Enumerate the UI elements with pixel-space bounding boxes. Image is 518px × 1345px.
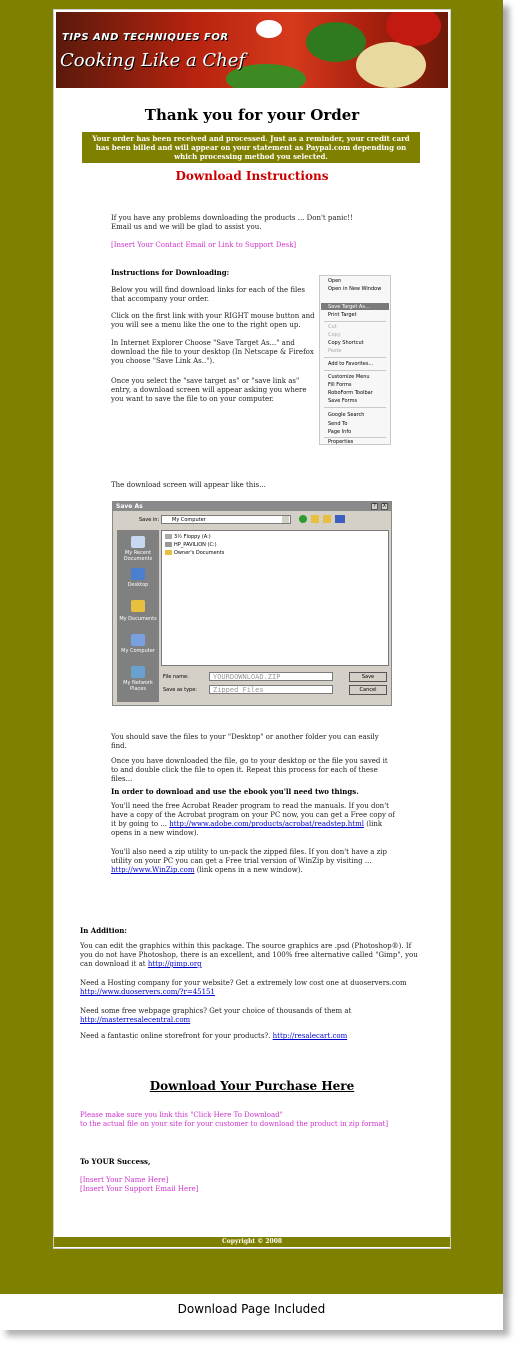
problems-line: Email us and we will be glad to assist you. <box>111 223 262 231</box>
place-desktop: Desktop <box>127 582 149 588</box>
instruction-paragraph: In Internet Explorer Choose "Save Target As..." and download the file to your desktop (In Netscape & Firefox you choose "Save Link As.."). <box>111 339 314 365</box>
in-addition-heading: In Addition: <box>80 926 127 935</box>
dialog-titlebar <box>113 502 391 511</box>
menu-item-paste: Paste <box>328 348 342 354</box>
save-in-value: My Computer <box>172 517 206 523</box>
close-icon: X <box>382 503 387 509</box>
save-in-label: Save in: <box>139 517 160 523</box>
bottom-caption: Download Page Included <box>177 1302 326 1316</box>
back-icon <box>299 515 307 523</box>
save-as-dialog-screenshot <box>112 501 392 706</box>
menu-item-save-target: Save Target As... <box>328 304 370 310</box>
network-places-icon <box>131 666 145 678</box>
download-instructions-title: Download Instructions <box>175 169 329 183</box>
storefront-paragraph: Need a fantastic online storefront for your products?. http://resalecart.com <box>80 1032 348 1040</box>
email-placeholder: [Insert Your Support Email Here] <box>80 1185 199 1193</box>
save-type-field <box>209 685 333 694</box>
file-item: Owner's Documents <box>165 550 224 556</box>
dropdown-arrow-icon <box>282 516 289 523</box>
winzip-paragraph: You'll also need a zip utility to un-pack the zipped files. If you don't have a zip utility on your PC you can get a Free trial version of WinZip by visiting ... http://www.WinZip.com (link opens in a new window). <box>111 848 388 874</box>
order-notice: Your order has been received and processed. Just as a reminder, your credit card has been billed and will appear on your statement as Paypal.com depending on which processing method you selected. <box>82 132 420 163</box>
adobe-link[interactable]: http://www.adobe.com/products/acrobat/readstep.html <box>169 820 364 828</box>
menu-item-properties: Properties <box>328 439 354 445</box>
up-folder-icon <box>311 515 319 523</box>
page-title: Thank you for your Order <box>144 106 360 124</box>
name-placeholder: [Insert Your Name Here] <box>80 1176 169 1184</box>
masterresale-link[interactable]: http://masterresalecentral.com <box>80 1016 191 1024</box>
recent-documents-icon <box>131 536 145 548</box>
menu-item-customize: Customize Menu <box>328 374 370 380</box>
my-documents-icon <box>131 600 145 612</box>
gimp-link[interactable]: http://gimp.org <box>147 960 202 968</box>
menu-item-google-search: Google Search <box>328 412 365 418</box>
menu-item-save-forms: Save Forms <box>328 398 358 404</box>
hosting-paragraph: Need a Hosting company for your website? Get a extremely low cost one at duoservers.com http://www.duoservers.com/?r=45151 <box>80 979 407 996</box>
desktop-icon <box>131 568 145 580</box>
problems-text <box>111 214 371 232</box>
menu-item-fill-forms: Fill Forms <box>328 382 352 388</box>
cancel-button: Cancel <box>349 685 387 695</box>
banner-tagline: TIPS AND TECHNIQUES FOR <box>62 32 229 43</box>
instructions-heading: Instructions for Downloading: <box>111 268 230 277</box>
menu-item-open: Open <box>328 278 342 284</box>
place-my-computer: My Computer <box>121 648 155 654</box>
order-page <box>53 9 451 1249</box>
file-name-field <box>209 672 333 681</box>
my-computer-icon <box>131 634 145 646</box>
food-image <box>356 42 426 88</box>
places-bar <box>117 530 159 702</box>
save-type-label: Save as type: <box>163 687 197 693</box>
after-dialog-paragraph: Once you have downloaded the file, go to your desktop or the file you saved it to and double click the file to open it. Repeat this process for each of these files... <box>111 757 388 783</box>
download-screen-text: The download screen will appear like this... <box>111 481 266 489</box>
winzip-link[interactable]: http://www.WinZip.com <box>111 866 195 874</box>
header-banner <box>56 12 448 88</box>
menu-item-open-new-window: Open in New Window <box>328 286 382 292</box>
menu-item-add-favorites: Add to Favorites... <box>328 361 374 367</box>
save-button: Save <box>349 672 387 682</box>
file-item: HP_PAVILION (C:) <box>165 542 217 548</box>
menu-item-roboform: RoboForm Toolbar <box>328 390 373 396</box>
context-menu-screenshot <box>319 275 391 445</box>
instruction-paragraph: Once you select the "save target as" or "save link as" entry, a download screen will appear asking you where you want to save the file to on your computer. <box>111 377 307 403</box>
file-item: 3½ Floppy (A:) <box>165 534 211 540</box>
instruction-paragraph: Click on the first link with your RIGHT mouse button and you will see a menu like the one to the right open up. <box>111 312 315 329</box>
duoservers-link[interactable]: http://www.duoservers.com/?r=45151 <box>80 988 215 996</box>
acrobat-paragraph: You'll need the free Acrobat Reader program to read the manuals. If you don't have a copy of the Acrobat program on your PC now, you can get a Free copy of it by going to ... http://www.adobe.com/products/acrobat/readstep.html (link opens in a new window). <box>111 802 395 837</box>
drive-icon <box>165 542 172 547</box>
place-network: My Network Places <box>123 680 153 692</box>
file-list <box>161 530 389 666</box>
banner-title: Cooking Like a Chef <box>60 50 246 71</box>
dialog-title: Save As <box>116 503 143 510</box>
menu-item-copy-shortcut: Copy Shortcut <box>328 340 364 346</box>
help-icon: ? <box>371 503 378 510</box>
save-type-value: Zipped Files <box>213 686 264 694</box>
food-image <box>306 22 366 62</box>
menu-item-copy: Copy <box>328 332 341 338</box>
file-name-value: YOURDOWNLOAD.ZIP <box>213 673 281 681</box>
menu-item-page-info: Page Info <box>328 429 352 435</box>
download-purchase-link[interactable]: Download Your Purchase Here <box>149 1079 355 1093</box>
place-my-documents: My Documents <box>119 616 157 622</box>
contact-placeholder[interactable]: [Insert Your Contact Email or Link to Support Desk] <box>111 241 297 249</box>
link-note: Please make sure you link this "Click Here To Download" to the actual file on your site for your customer to download the product in zip format] <box>80 1111 389 1128</box>
menu-item-send-to: Send To <box>328 421 348 427</box>
copyright-footer: Copyright © 2008 <box>54 1237 450 1247</box>
place-recent: My Recent Documents <box>123 550 153 562</box>
floppy-icon <box>165 534 172 539</box>
food-image <box>386 12 441 46</box>
file-name-label: File name: <box>163 674 189 680</box>
instruction-paragraph: Below you will find download links for each of the files that accompany your order. <box>111 286 305 303</box>
menu-item-cut: Cut <box>328 324 337 330</box>
ebook-heading: In order to download and use the ebook you'll need two things. <box>111 787 359 796</box>
folder-icon <box>165 550 172 555</box>
webgraphics-paragraph: Need some free webpage graphics? Get your choice of thousands of them at http://masterresalecentral.com <box>80 1007 352 1024</box>
new-folder-icon <box>323 515 331 523</box>
menu-item-print-target: Print Target <box>328 312 357 318</box>
after-dialog-paragraph: You should save the files to your "Desktop" or another folder you can easily find. <box>111 733 379 750</box>
problems-line: If you have any problems downloading the products ... Don't panic!! <box>111 214 353 222</box>
chef-hat-icon <box>256 20 282 38</box>
views-icon <box>335 515 345 523</box>
save-in-select <box>161 515 291 524</box>
graphics-paragraph: You can edit the graphics within this package. The source graphics are .psd (Photoshop®). If you do not have Photoshop, there is an excellent, and 100% free alternative called "Gimp", you can download it at http://gimp.org <box>80 942 418 968</box>
success-signoff: To YOUR Success, <box>80 1157 151 1166</box>
resalecart-link[interactable]: http://resalecart.com <box>272 1032 348 1040</box>
